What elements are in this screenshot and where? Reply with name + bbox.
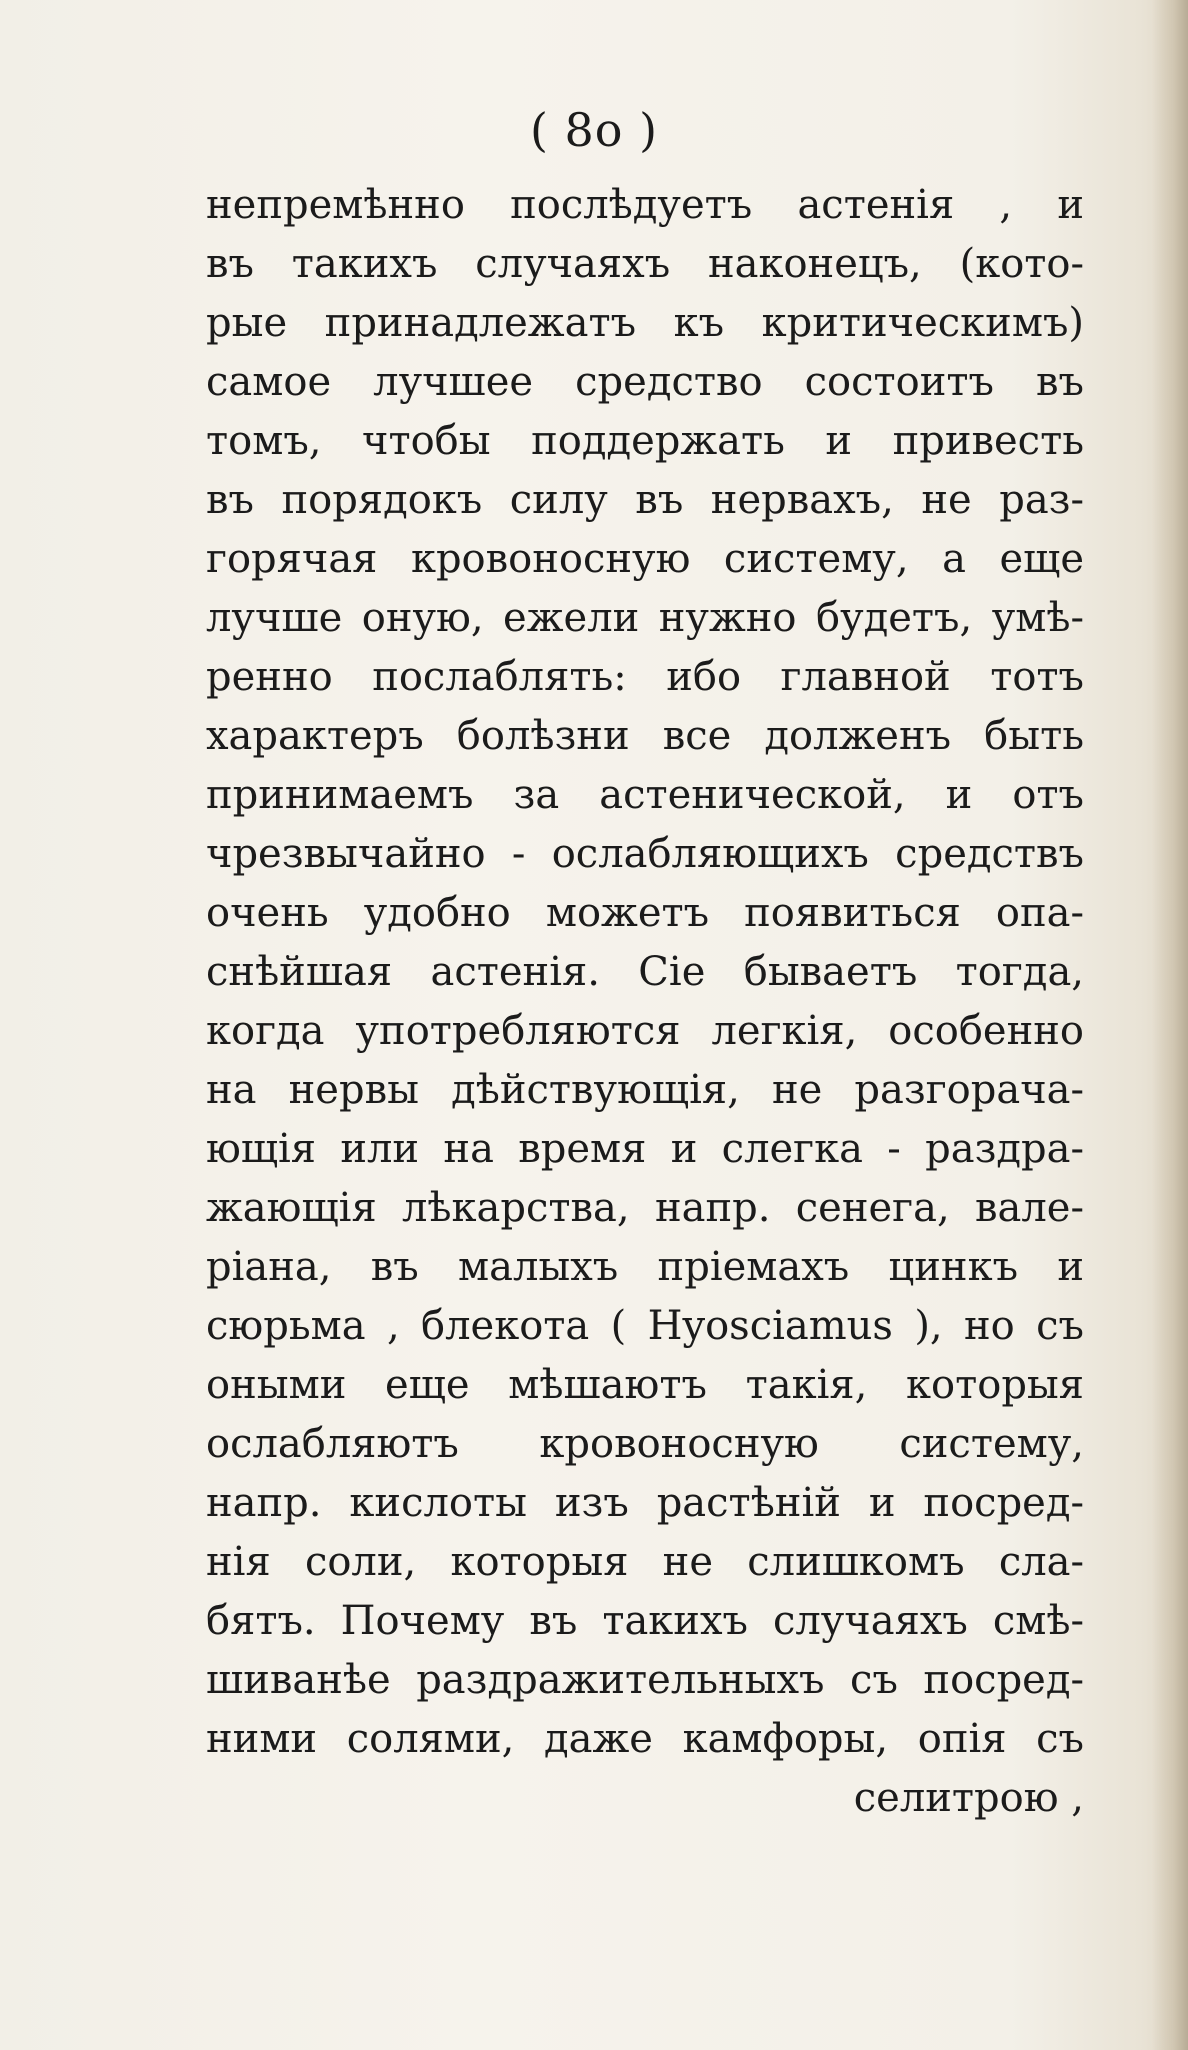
text-line: бятъ. Почему въ такихъ случаяхъ смѣ- (206, 1598, 1084, 1644)
text-line: ріана, въ малыхъ пріемахъ цинкъ и (206, 1244, 1084, 1290)
text-line: рые принадлежатъ къ критическимъ) (206, 300, 1084, 346)
text-line: снѣйшая астенія. Сіе бываетъ тогда, (206, 949, 1084, 995)
text-line: ослабляютъ кровоносную систему, (206, 1421, 1084, 1467)
text-line: ренно послаблять: ибо главной тотъ (206, 654, 1084, 700)
text-line: когда употребляются легкія, особенно (206, 1008, 1084, 1054)
text-line: принимаемъ за астенической, и отъ (206, 772, 1084, 818)
text-line: чрезвычайно - ослабляющихъ средствъ (206, 831, 1084, 877)
text-line: непремѣнно послѣдуетъ астенія , и (206, 182, 1084, 228)
text-line: лучше оную, ежели нужно будетъ, умѣ- (206, 595, 1084, 641)
text-line: жающія лѣкарства, напр. сенега, вале- (206, 1185, 1084, 1231)
text-line: самое лучшее средство состоитъ въ (206, 359, 1084, 405)
page-number: ( 8o ) (529, 103, 659, 157)
text-line: томъ, чтобы поддержать и привесть (206, 418, 1084, 464)
text-line: ними солями, даже камфоры, опія съ (206, 1716, 1084, 1762)
text-line: очень удобно можетъ появиться опа- (206, 890, 1084, 936)
text-line: на нервы дѣйствующія, не разгорача- (206, 1067, 1084, 1113)
text-line: напр. кислоты изъ растѣній и посред- (206, 1480, 1084, 1526)
text-line: въ порядокъ силу въ нервахъ, не раз- (206, 477, 1084, 523)
text-line: оными еще мѣшаютъ такія, которыя (206, 1362, 1084, 1408)
text-line: горячая кровоносную систему, а еще (206, 536, 1084, 582)
text-line: шиванѣе раздражительныхъ съ посред- (206, 1657, 1084, 1703)
text-line: сюрьма , блекота ( Hyosciamus ), но съ (206, 1303, 1084, 1349)
text-line: нія соли, которыя не слишкомъ сла- (206, 1539, 1084, 1585)
catchword-line: селитрою , (853, 1775, 1084, 1821)
body-text (206, 176, 1084, 1828)
page-edge-shadow (1152, 0, 1188, 2050)
text-line: ющія или на время и слегка - раздра- (206, 1126, 1084, 1172)
text-line: въ такихъ случаяхъ наконецъ, (кото- (206, 241, 1084, 287)
text-line: характеръ болѣзни все долженъ быть (206, 713, 1084, 759)
